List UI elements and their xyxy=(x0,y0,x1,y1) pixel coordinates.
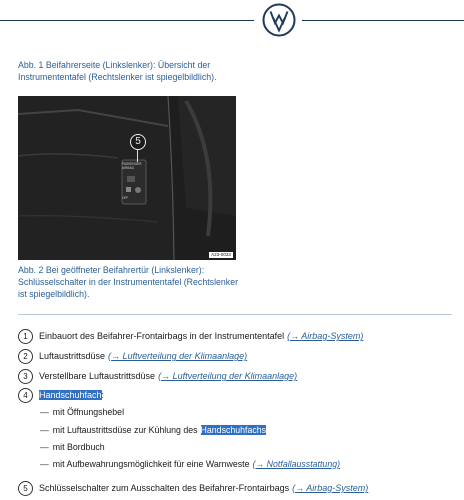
highlighted-search-term[interactable]: Handschuhfach xyxy=(39,390,102,400)
air-distribution-link[interactable]: (→ Luftverteilung der Klimaanlage) xyxy=(108,351,248,361)
item-number-badge: 4 xyxy=(18,388,33,403)
item-suffix: : xyxy=(101,390,105,400)
air-distribution-link[interactable]: (→ Luftverteilung der Klimaanlage) xyxy=(158,371,298,381)
figure-2-caption: Abb. 2 Bei geöffneter Beifahrertür (Linkslenker): Schlüsselschalter in der Instrumententafel (Rechtslenker ist spiegelbildlich). xyxy=(18,265,239,299)
item-number-badge: 2 xyxy=(18,349,33,364)
dash-bullet: — xyxy=(40,442,49,452)
figure-2-image xyxy=(18,96,236,260)
airbag-system-link[interactable]: (→ Airbag-System) xyxy=(287,331,364,341)
sub-item xyxy=(40,404,124,420)
highlighted-search-term[interactable]: Handschuhfachs xyxy=(200,425,267,435)
item-number-badge: 3 xyxy=(18,369,33,384)
list-item-1 xyxy=(18,327,363,345)
vw-logo-icon[interactable] xyxy=(262,3,296,37)
list-item-5 xyxy=(18,479,368,497)
list-item-2 xyxy=(18,347,247,365)
list-item-4 xyxy=(18,386,104,404)
sub-item-text: mit Bordbuch xyxy=(52,442,105,452)
dash-bullet: — xyxy=(40,425,49,435)
item-text: Verstellbare Luftaustrittsdüse xyxy=(39,371,156,381)
sub-item xyxy=(40,456,340,472)
sub-item-text: mit Luftaustrittsdüse zur Kühlung des xyxy=(52,425,198,435)
header-rule-left xyxy=(0,20,254,21)
item-number-badge: 1 xyxy=(18,329,33,344)
callout-badge-5: 5 xyxy=(130,134,146,150)
dash-bullet: — xyxy=(40,459,49,469)
item-number-badge: 5 xyxy=(18,481,33,496)
switch-label-top: PASSENGER AIRBAG xyxy=(122,162,142,170)
door-panel-illustration xyxy=(18,96,236,260)
sub-item-text: mit Aufbewahrungsmöglichkeit für eine Warnweste xyxy=(52,459,250,469)
section-divider xyxy=(18,314,452,315)
item-text: Einbauort des Beifahrer-Frontairbags in der Instrumententafel xyxy=(39,331,285,341)
emergency-equipment-link[interactable]: (→ Notfallausstattung) xyxy=(252,459,341,469)
list-item-3 xyxy=(18,367,297,385)
item-text: Luftaustrittsdüse xyxy=(39,351,106,361)
sub-item-text: mit Öffnungshebel xyxy=(52,407,125,417)
page-header xyxy=(0,0,464,44)
switch-label-bottom: OFF xyxy=(122,196,129,200)
dash-bullet: — xyxy=(40,407,49,417)
airbag-system-link[interactable]: (→ Airbag-System) xyxy=(292,483,369,493)
sub-item xyxy=(40,422,266,438)
figure-1-caption: Abb. 1 Beifahrerseite (Linkslenker): Übersicht der Instrumententafel (Rechtslenker ist spiegelbildlich). xyxy=(18,60,217,82)
callout-line xyxy=(137,150,138,162)
sub-item xyxy=(40,439,105,455)
figure-ref-code: A23-0033 xyxy=(211,252,231,257)
item-text: Schlüsselschalter zum Ausschalten des Beifahrer-Frontairbags xyxy=(39,483,290,493)
header-rule-right xyxy=(302,20,464,21)
